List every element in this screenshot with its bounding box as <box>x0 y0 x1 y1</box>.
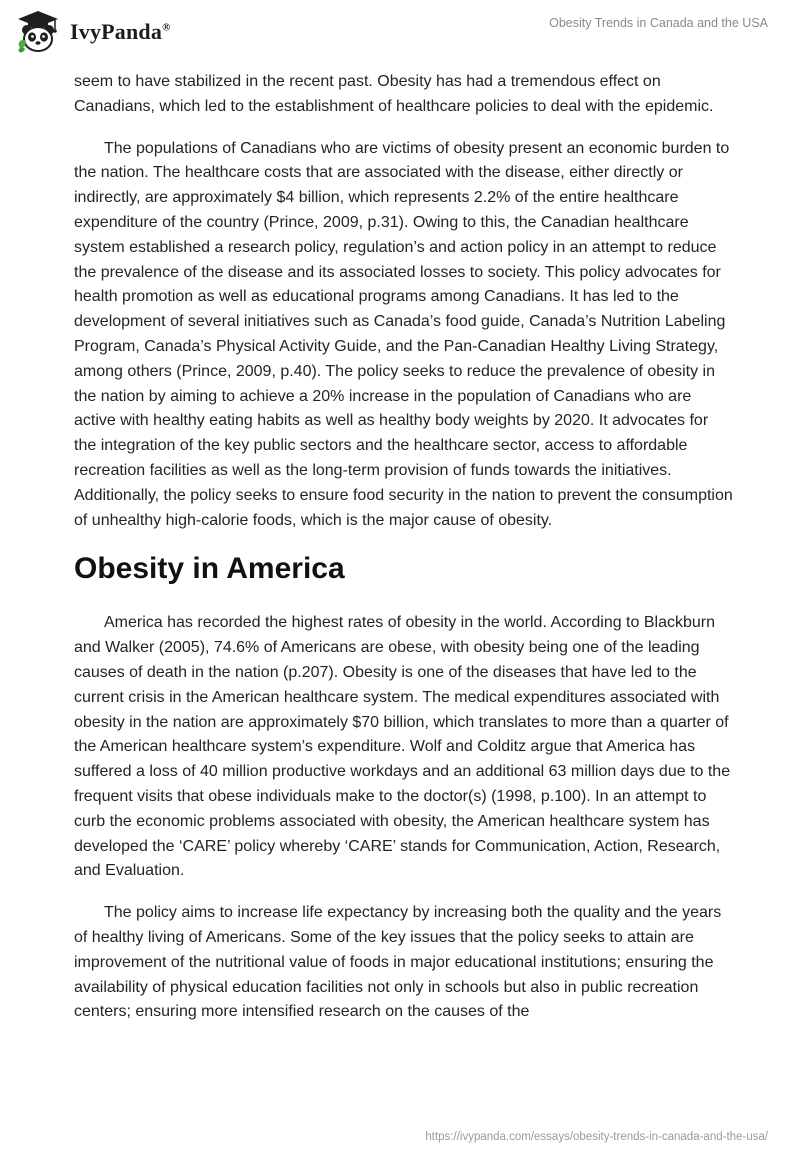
essay-body <box>74 70 734 1042</box>
paragraph-2: The populations of Canadians who are victims of obesity present an economic burden to the nation. The healthcare costs that are associated with the disease, either directly or indirectly, are approximately $4 billion, which represents 2.2% of the entire healthcare expenditure of the country (Prince, 2009, p.31). Owing to this, the Canadian healthcare system established a research policy, regulation’s and action policy in an attempt to reduce the prevalence of the disease and its associated losses to society. This policy advocates for health promotion as well as educational programs among Canadians. It has led to the development of several initiatives such as Canada’s food guide, Canada’s Nutrition Labeling Program, Canada’s Physical Activity Guide, and the Pan-Canadian Healthy Living Strategy, among others (Prince, 2009, p.40). The policy seeks to reduce the prevalence of obesity in the nation by aiming to achieve a 20% increase in the population of Canadians who are active with healthy eating habits as well as healthy body weights by 2020. It advocates for the integration of the key public sectors and the healthcare sector, access to affordable recreation facilities as well as the long-term provision of funds towards the initiatives. Additionally, the policy seeks to ensure food security in the nation to prevent the consumption of unhealthy high-calorie foods, which is the major cause of obesity. <box>74 139 733 529</box>
paragraph-4: The policy aims to increase life expectancy by increasing both the quality and the years of healthy living of Americans. Some of the key issues that the policy seeks to attain are improvement of the nutritional value of foods in major educational institutions; ensuring the availability of physical education facilities not only in schools but also in public recreation centers; ensuring more intensified research on the causes of the <box>74 904 722 1021</box>
panda-mascot-icon <box>14 8 62 56</box>
page-header <box>0 0 800 64</box>
paragraph-3: America has recorded the highest rates of obesity in the world. According to Blackburn and Walker (2005), 74.6% of Americans are obese, with obesity being one of the leading causes of death in the nation (p.207). Obesity is one of the diseases that have led to the current crisis in the American healthcare system. The medical expenditures associated with obesity in the nation are approximately $70 billion, which translates to more than a quarter of the American healthcare system’s expenditure. Wolf and Colditz argue that America has suffered a loss of 40 million productive workdays and an additional 63 million days due to the frequent visits that obese individuals make to the doctor(s) (1998, p.100). In an attempt to curb the economic problems associated with obesity, the American healthcare system has developed the ‘CARE’ policy whereby ‘CARE’ stands for Communication, Action, Research, and Evaluation. <box>74 614 731 880</box>
section-heading: Obesity in America <box>74 552 345 586</box>
paragraph-1: seem to have stabilized in the recent past. Obesity has had a tremendous effect on Canadians, which led to the establishment of healthcare policies to deal with the epidemic. <box>74 73 714 115</box>
source-url[interactable]: https://ivypanda.com/essays/obesity-trends-in-canada-and-the-usa/ <box>425 1131 768 1143</box>
brand-name: IvyPanda® <box>70 19 171 44</box>
document-title: Obesity Trends in Canada and the USA <box>549 16 768 30</box>
ivypanda-logo[interactable] <box>14 8 171 56</box>
